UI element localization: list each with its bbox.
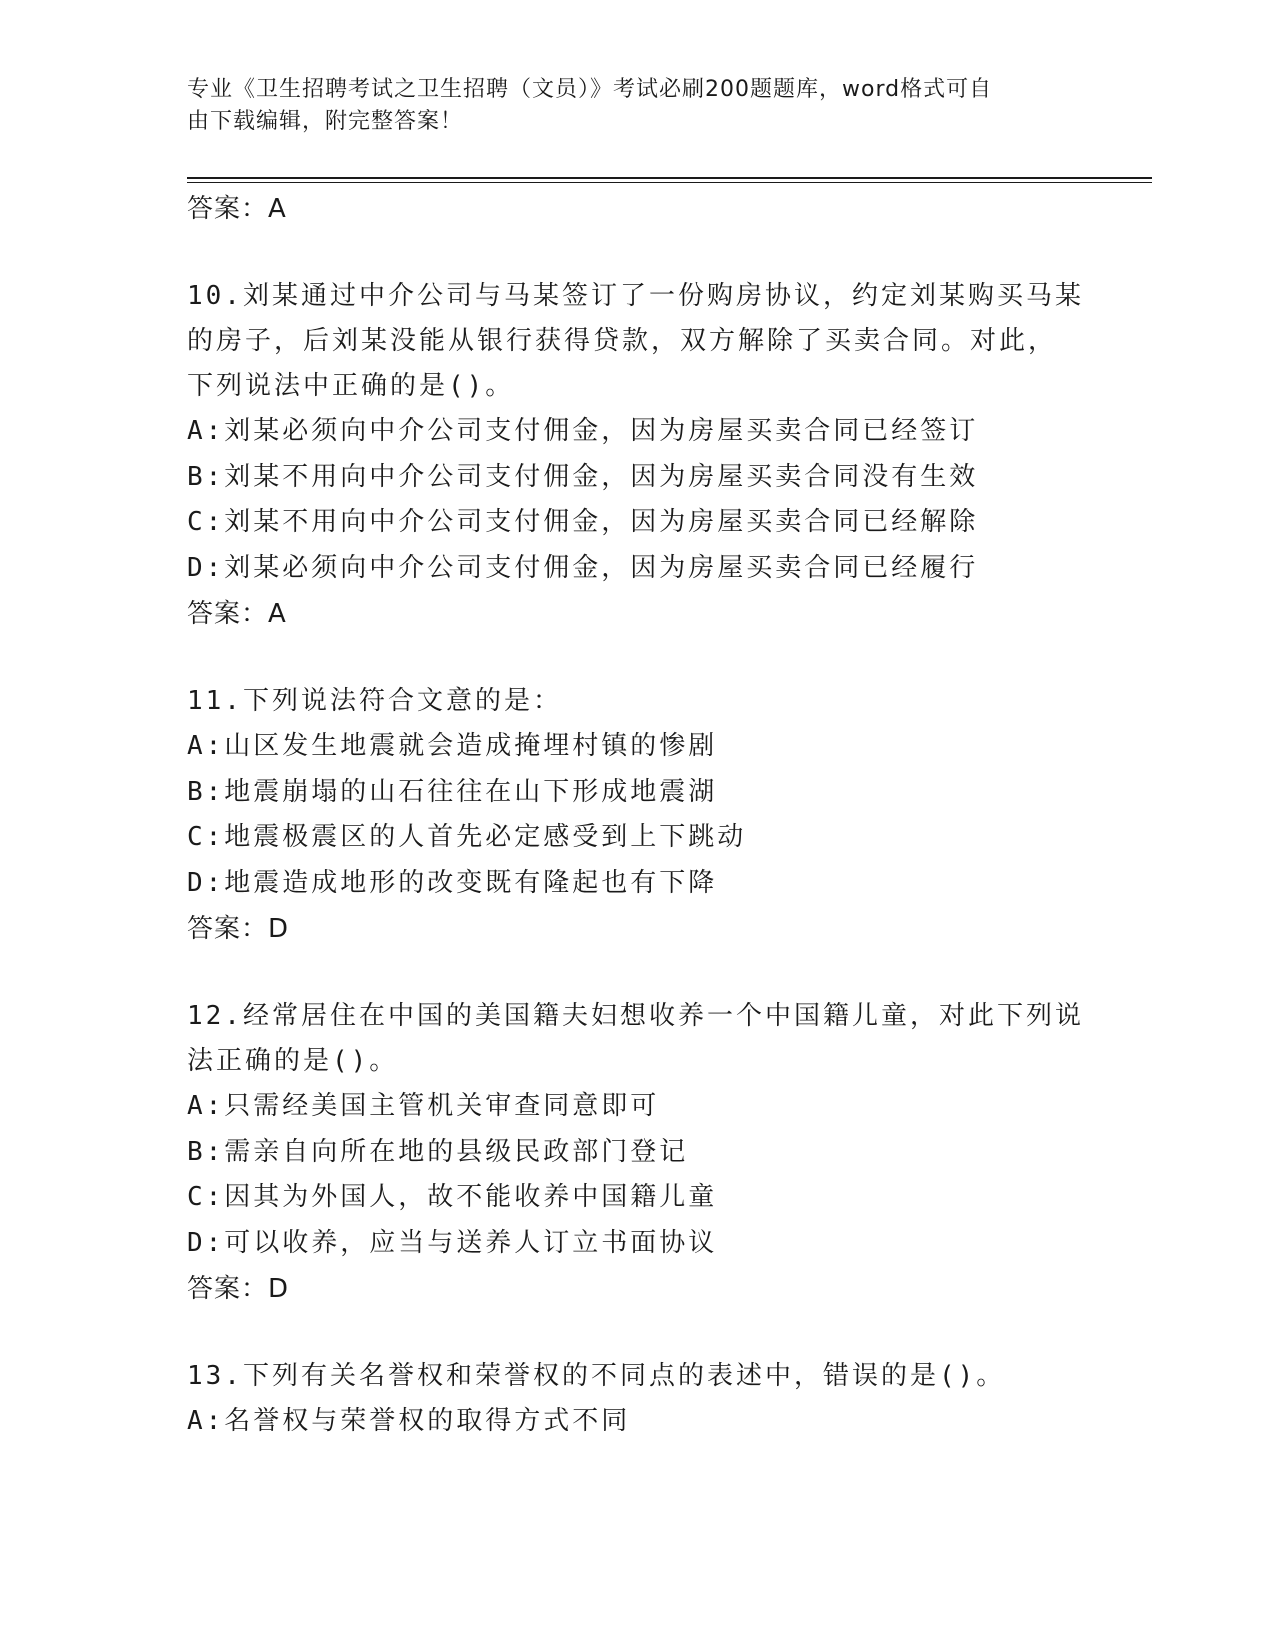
header-line-2: 由下载编辑，附完整答案！ bbox=[187, 109, 464, 134]
option-b: B:需亲自向所在地的县级民政部门登记 bbox=[187, 1136, 689, 1167]
question-stem-line: 的房子，后刘某没能从银行获得贷款，双方解除了买卖合同。对此， bbox=[187, 326, 1058, 356]
spacer bbox=[187, 637, 1087, 679]
question-stem-line: 12.经常居住在中国的美国籍夫妇想收养一个中国籍儿童，对此下列说 bbox=[187, 1001, 1084, 1031]
question-stem-line: 11.下列说法符合文意的是： bbox=[187, 686, 562, 716]
header-line-1: 专业《卫生招聘考试之卫生招聘（文员）》考试必刷200题题库，word格式可自 bbox=[187, 77, 993, 102]
option-c: C:刘某不用向中介公司支付佣金，因为房屋买卖合同已经解除 bbox=[187, 507, 979, 537]
question-block bbox=[187, 274, 1087, 637]
option-a: A:只需经美国主管机关审查同意即可 bbox=[187, 1091, 660, 1121]
question-content bbox=[187, 186, 1087, 1445]
option-d: D:刘某必须向中介公司支付佣金，因为房屋买卖合同已经履行 bbox=[187, 552, 979, 583]
answer-line: 答案：A bbox=[187, 599, 287, 629]
option-b: B:地震崩塌的山石往往在山下形成地震湖 bbox=[187, 776, 718, 807]
answer-line: 答案：D bbox=[187, 1274, 290, 1304]
spacer bbox=[187, 232, 1087, 274]
header-divider-thin bbox=[187, 182, 1152, 183]
answer-line: 答案：A bbox=[187, 194, 287, 224]
question-block bbox=[187, 994, 1087, 1312]
question-stem-line: 13.下列有关名誉权和荣誉权的不同点的表述中，错误的是()。 bbox=[187, 1361, 1006, 1391]
question-block bbox=[187, 1354, 1087, 1445]
option-a: A:山区发生地震就会造成掩埋村镇的惨剧 bbox=[187, 731, 718, 761]
question-stem-line: 下列说法中正确的是()。 bbox=[187, 371, 515, 401]
option-a: A:刘某必须向中介公司支付佣金，因为房屋买卖合同已经签订 bbox=[187, 416, 979, 446]
header-divider bbox=[187, 177, 1152, 179]
page-header bbox=[187, 74, 1067, 138]
option-c: C:地震极震区的人首先必定感受到上下跳动 bbox=[187, 822, 747, 852]
option-b: B:刘某不用向中介公司支付佣金，因为房屋买卖合同没有生效 bbox=[187, 461, 979, 492]
question-block bbox=[187, 679, 1087, 952]
question-stem-line: 10.刘某通过中介公司与马某签订了一份购房协议，约定刘某购买马某 bbox=[187, 281, 1084, 311]
spacer bbox=[187, 952, 1087, 994]
question-stem-line: 法正确的是()。 bbox=[187, 1046, 399, 1076]
option-a: A:名誉权与荣誉权的取得方式不同 bbox=[187, 1406, 631, 1436]
option-d: D:地震造成地形的改变既有隆起也有下降 bbox=[187, 867, 718, 898]
option-c: C:因其为外国人，故不能收养中国籍儿童 bbox=[187, 1182, 718, 1212]
spacer bbox=[187, 1312, 1087, 1354]
option-d: D:可以收养，应当与送养人订立书面协议 bbox=[187, 1227, 718, 1258]
answer-line: 答案：D bbox=[187, 914, 290, 944]
